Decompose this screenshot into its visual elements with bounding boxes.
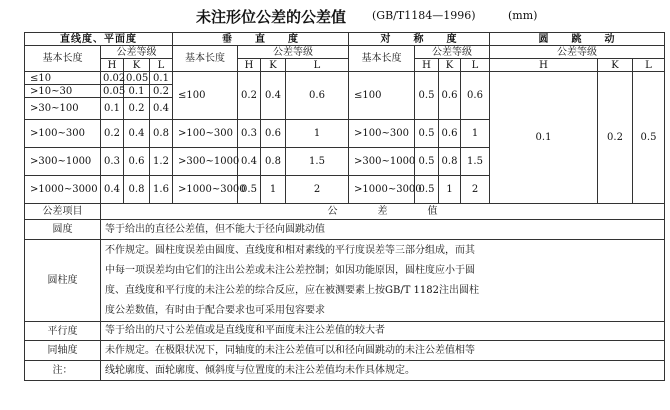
straightness-h: 0.2 — [101, 120, 124, 148]
symmetry-h: 0.5 — [415, 72, 439, 120]
symmetry-range: >1000~3000 — [349, 176, 415, 204]
straightness-k: 0.05 — [124, 72, 150, 85]
straightness-range: ≤10 — [25, 72, 101, 85]
symmetry-k: 0.6 — [439, 72, 461, 120]
tolerance-grade-header: 公差等级 — [101, 46, 173, 59]
symmetry-l: 1.5 — [461, 148, 490, 176]
symmetry-h: 0.5 — [415, 120, 439, 148]
basic-length-header: 基本长度 — [25, 46, 101, 72]
straightness-h: 0.3 — [101, 148, 124, 176]
perpendicularity-h: 0.2 — [238, 72, 261, 120]
straightness-range: >1000~3000 — [25, 176, 101, 204]
straightness-h: 0.02 — [101, 72, 124, 85]
cylindricity-text — [101, 240, 665, 322]
straightness-range: >10~30 — [25, 85, 101, 98]
symmetry-range: >100~300 — [349, 120, 415, 148]
straightness-l: 1.6 — [150, 176, 173, 204]
cylindricity-line: 不作规定。圆柱度误差由圆度、直线度和相对素线的平行度误差等三部分组成，而其 — [105, 244, 475, 256]
grade-l: L — [286, 59, 349, 72]
straightness-k: 0.6 — [124, 148, 150, 176]
symmetry-h: 0.5 — [415, 148, 439, 176]
header-runout: 圆 跳 动 — [490, 33, 665, 46]
straightness-k: 0.4 — [124, 120, 150, 148]
straightness-k: 0.2 — [124, 98, 150, 120]
note-label: 注： — [25, 361, 101, 381]
perpendicularity-l: 1 — [286, 120, 349, 148]
perpendicularity-k: 1 — [261, 176, 286, 204]
basic-length-header: 基本长度 — [349, 46, 415, 72]
perpendicularity-l: 1.5 — [286, 148, 349, 176]
straightness-l: 1.2 — [150, 148, 173, 176]
perpendicularity-k: 0.6 — [261, 120, 286, 148]
tolerance-grade-header: 公差等级 — [490, 46, 665, 59]
roundness-text: 等于给出的直径公差值，但不能大于径向圆跳动值 — [101, 220, 665, 240]
title-standard: (GB/T1184—1996) — [372, 9, 476, 22]
note-text: 线轮廓度、面轮廓度、倾斜度与位置度的未注公差值均未作具体规定。 — [101, 361, 665, 381]
grade-h: H — [101, 59, 124, 72]
grade-h: H — [415, 59, 439, 72]
title-unit: (mm) — [508, 9, 538, 22]
perpendicularity-k: 0.8 — [261, 148, 286, 176]
straightness-range: >30~100 — [25, 98, 101, 120]
straightness-h: 0.4 — [101, 176, 124, 204]
perpendicularity-range: ≤100 — [173, 72, 238, 120]
header-straightness: 直线度、平面度 — [25, 33, 173, 46]
grade-h: H — [238, 59, 261, 72]
page-title — [0, 6, 670, 26]
symmetry-k: 0.8 — [439, 148, 461, 176]
grade-l: L — [633, 59, 665, 72]
tolerance-value-header: 公 差 值 — [101, 204, 665, 220]
header-perpendicularity: 垂 直 度 — [173, 33, 349, 46]
grade-h: H — [490, 59, 598, 72]
straightness-l: 0.8 — [150, 120, 173, 148]
grade-l: L — [461, 59, 490, 72]
grade-k: K — [598, 59, 633, 72]
tolerance-table — [24, 32, 665, 381]
straightness-h: 0.1 — [101, 98, 124, 120]
perpendicularity-l: 0.6 — [286, 72, 349, 120]
runout-k: 0.2 — [598, 72, 633, 204]
perpendicularity-k: 0.4 — [261, 72, 286, 120]
straightness-k: 0.1 — [124, 85, 150, 98]
straightness-range: >100~300 — [25, 120, 101, 148]
straightness-h: 0.05 — [101, 85, 124, 98]
grade-k: K — [261, 59, 286, 72]
symmetry-l: 1 — [461, 120, 490, 148]
runout-l: 0.5 — [633, 72, 665, 204]
straightness-range: >300~1000 — [25, 148, 101, 176]
cylindricity-label: 圆柱度 — [25, 240, 101, 322]
tolerance-grade-header: 公差等级 — [415, 46, 490, 59]
symmetry-l: 2 — [461, 176, 490, 204]
grade-k: K — [124, 59, 150, 72]
parallelism-label: 平行度 — [25, 322, 101, 341]
straightness-k: 0.8 — [124, 176, 150, 204]
cylindricity-line: 度公差数值，有时由于配合要求也可采用包容要求 — [105, 304, 325, 316]
symmetry-range: >300~1000 — [349, 148, 415, 176]
symmetry-k: 0.6 — [439, 120, 461, 148]
roundness-label: 圆度 — [25, 220, 101, 240]
tolerance-grade-header: 公差等级 — [238, 46, 349, 59]
symmetry-k: 1 — [439, 176, 461, 204]
title-main: 未注形位公差的公差值 — [196, 8, 347, 26]
coaxiality-label: 同轴度 — [25, 341, 101, 361]
perpendicularity-h: 0.4 — [238, 148, 261, 176]
straightness-l: 0.1 — [150, 72, 173, 85]
straightness-l: 0.2 — [150, 85, 173, 98]
perpendicularity-h: 0.5 — [238, 176, 261, 204]
coaxiality-text: 未作规定。在极限状况下，同轴度的未注公差值可以和径向圆跳动的未注公差值相等 — [101, 341, 665, 361]
perpendicularity-range: >300~1000 — [173, 148, 238, 176]
perpendicularity-h: 0.3 — [238, 120, 261, 148]
symmetry-h: 0.5 — [415, 176, 439, 204]
grade-k: K — [439, 59, 461, 72]
runout-h: 0.1 — [490, 72, 598, 204]
cylindricity-line: 中每一项误差均由它们的注出公差或未注公差控制；如因功能原因，圆柱度应小于圆 — [105, 264, 475, 276]
grade-l: L — [150, 59, 173, 72]
perpendicularity-l: 2 — [286, 176, 349, 204]
cylindricity-line: 度、直线度和平行度的未注公差的综合反应，应在被测要素上按GB/T 1182注出圆柱 — [105, 284, 480, 296]
tolerance-item-header: 公差项目 — [25, 204, 101, 220]
perpendicularity-range: >1000~3000 — [173, 176, 238, 204]
header-symmetry: 对 称 度 — [349, 33, 490, 46]
parallelism-text: 等于给出的尺寸公差值或是直线度和平面度未注公差值的较大者 — [101, 322, 665, 341]
symmetry-l: 0.6 — [461, 72, 490, 120]
basic-length-header: 基本长度 — [173, 46, 238, 72]
symmetry-range: ≤100 — [349, 72, 415, 120]
perpendicularity-range: >100~300 — [173, 120, 238, 148]
straightness-l: 0.4 — [150, 98, 173, 120]
